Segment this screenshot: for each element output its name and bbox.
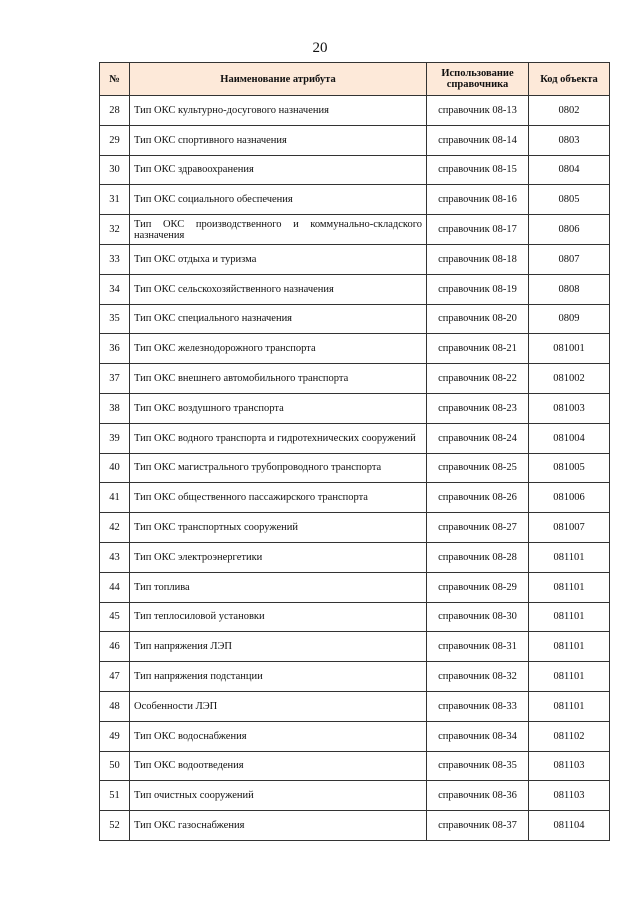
table-row [100,125,610,155]
object-code: 081001 [529,334,610,364]
row-number: 40 [100,453,130,483]
row-number: 43 [100,542,130,572]
reference-cell: справочник 08-31 [427,632,529,662]
row-number: 31 [100,185,130,215]
object-code: 081007 [529,513,610,543]
attribute-name: Тип ОКС общественного пассажирского транспорта [130,483,427,513]
header-num: № [100,63,130,96]
object-code: 0808 [529,274,610,304]
reference-cell: справочник 08-16 [427,185,529,215]
table-row [100,632,610,662]
table-row [100,364,610,394]
attribute-name: Тип напряжения подстанции [130,662,427,692]
table-row [100,274,610,304]
reference-cell: справочник 08-22 [427,364,529,394]
attribute-name: Тип ОКС сельскохозяйственного назначения [130,274,427,304]
table-row [100,662,610,692]
reference-cell: справочник 08-23 [427,393,529,423]
attribute-name: Тип ОКС социального обеспечения [130,185,427,215]
row-number: 41 [100,483,130,513]
header-code: Код объекта [529,63,610,96]
row-number: 38 [100,393,130,423]
object-code: 081101 [529,602,610,632]
object-code: 081002 [529,364,610,394]
attributes-table [99,62,610,841]
reference-cell: справочник 08-29 [427,572,529,602]
table-row [100,244,610,274]
row-number: 33 [100,244,130,274]
reference-cell: справочник 08-37 [427,811,529,841]
table-row [100,483,610,513]
row-number: 44 [100,572,130,602]
attribute-name: Тип ОКС транспортных сооружений [130,513,427,543]
object-code: 081104 [529,811,610,841]
attribute-name: Тип ОКС отдыха и туризма [130,244,427,274]
reference-cell: справочник 08-13 [427,96,529,126]
table-row [100,185,610,215]
table-row [100,751,610,781]
table-row [100,691,610,721]
page-number: 20 [312,40,328,56]
reference-cell: справочник 08-21 [427,334,529,364]
attribute-name: Тип ОКС водоснабжения [130,721,427,751]
table-row [100,334,610,364]
row-number: 50 [100,751,130,781]
attribute-name: Тип теплосиловой установки [130,602,427,632]
object-code: 081101 [529,542,610,572]
attribute-name: Тип ОКС водного транспорта и гидротехнических сооружений [130,423,427,453]
row-number: 29 [100,125,130,155]
table-row [100,423,610,453]
attribute-name: Тип ОКС специального назначения [130,304,427,334]
reference-cell: справочник 08-26 [427,483,529,513]
object-code: 081101 [529,632,610,662]
row-number: 36 [100,334,130,364]
attribute-name: Тип очистных сооружений [130,781,427,811]
attribute-name: Тип ОКС спортивного назначения [130,125,427,155]
object-code: 081006 [529,483,610,513]
row-number: 42 [100,513,130,543]
attribute-name: Тип ОКС магистрального трубопроводного транспорта [130,453,427,483]
row-number: 48 [100,691,130,721]
object-code: 0809 [529,304,610,334]
reference-cell: справочник 08-35 [427,751,529,781]
table-row [100,811,610,841]
table-row [100,781,610,811]
table-header [100,63,610,96]
object-code: 081004 [529,423,610,453]
object-code: 081101 [529,691,610,721]
row-number: 39 [100,423,130,453]
header-name: Наименование атрибута [130,63,427,96]
reference-cell: справочник 08-30 [427,602,529,632]
reference-cell: справочник 08-14 [427,125,529,155]
header-row [100,63,610,96]
attribute-name: Особенности ЛЭП [130,691,427,721]
table-row [100,602,610,632]
row-number: 45 [100,602,130,632]
row-number: 46 [100,632,130,662]
header-ref: Использование справочника [427,63,529,96]
table-row [100,721,610,751]
reference-cell: справочник 08-19 [427,274,529,304]
attribute-name: Тип ОКС внешнего автомобильного транспорта [130,364,427,394]
row-number: 51 [100,781,130,811]
object-code: 081101 [529,572,610,602]
attribute-name: Тип ОКС газоснабжения [130,811,427,841]
table-row [100,393,610,423]
table-row [100,453,610,483]
attribute-name: Тип ОКС здравоохранения [130,155,427,185]
table-row [100,96,610,126]
attribute-name: Тип ОКС железнодорожного транспорта [130,334,427,364]
reference-cell: справочник 08-32 [427,662,529,692]
attribute-name: Тип ОКС воздушного транспорта [130,393,427,423]
table-row [100,215,610,245]
reference-cell: справочник 08-25 [427,453,529,483]
object-code: 081102 [529,721,610,751]
attribute-name: Тип ОКС производственного и коммунально-складского назначения [130,215,427,245]
attribute-name: Тип ОКС электроэнергетики [130,542,427,572]
attribute-name: Тип ОКС водоотведения [130,751,427,781]
object-code: 081103 [529,751,610,781]
attribute-name: Тип напряжения ЛЭП [130,632,427,662]
reference-cell: справочник 08-24 [427,423,529,453]
object-code: 081005 [529,453,610,483]
reference-cell: справочник 08-15 [427,155,529,185]
table-row [100,513,610,543]
row-number: 52 [100,811,130,841]
object-code: 0803 [529,125,610,155]
object-code: 0807 [529,244,610,274]
row-number: 34 [100,274,130,304]
row-number: 37 [100,364,130,394]
row-number: 49 [100,721,130,751]
reference-cell: справочник 08-27 [427,513,529,543]
row-number: 32 [100,215,130,245]
object-code: 081003 [529,393,610,423]
reference-cell: справочник 08-34 [427,721,529,751]
attribute-name: Тип ОКС культурно-досугового назначения [130,96,427,126]
object-code: 081101 [529,662,610,692]
table-row [100,572,610,602]
reference-cell: справочник 08-28 [427,542,529,572]
reference-cell: справочник 08-36 [427,781,529,811]
row-number: 35 [100,304,130,334]
reference-cell: справочник 08-20 [427,304,529,334]
table-body [100,96,610,841]
object-code: 0806 [529,215,610,245]
reference-cell: справочник 08-17 [427,215,529,245]
object-code: 0805 [529,185,610,215]
table-row [100,304,610,334]
row-number: 30 [100,155,130,185]
row-number: 28 [100,96,130,126]
object-code: 081103 [529,781,610,811]
table-row [100,155,610,185]
table-row [100,542,610,572]
object-code: 0802 [529,96,610,126]
reference-cell: справочник 08-18 [427,244,529,274]
object-code: 0804 [529,155,610,185]
reference-cell: справочник 08-33 [427,691,529,721]
row-number: 47 [100,662,130,692]
attribute-name: Тип топлива [130,572,427,602]
